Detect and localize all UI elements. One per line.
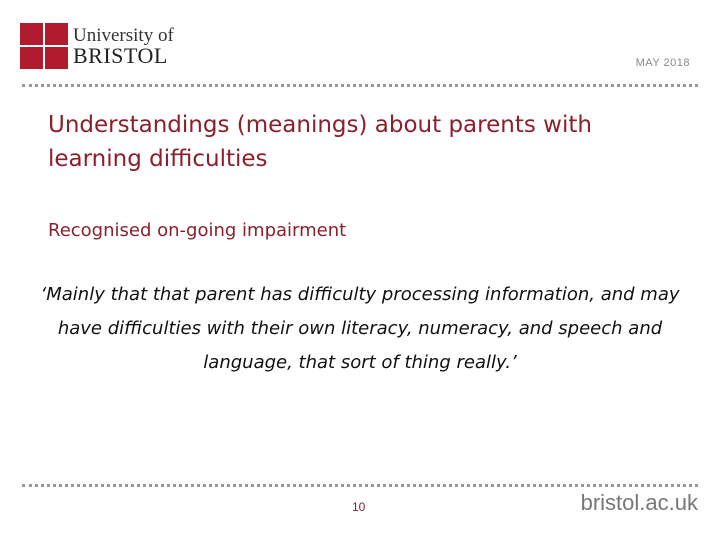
slide-subtitle: Recognised on-going impairment — [48, 220, 347, 241]
header-divider — [22, 84, 698, 87]
logo-line2: BRISTOL — [73, 42, 168, 68]
logo-line1: University of — [73, 24, 174, 46]
slide-quote: ‘Mainly that that parent has difficulty processing information, and may have difficulties with their own literacy, numeracy, and speech and language, that sort of thing really.’ — [40, 284, 680, 373]
slide-date: MAY 2018 — [635, 57, 690, 69]
footer-url: bristol.ac.uk — [580, 490, 698, 515]
logo-wordmark — [73, 26, 174, 67]
page-number: 10 — [352, 500, 366, 514]
slide-title: Understandings (meanings) about parents with learning difficulties — [48, 112, 592, 172]
footer-divider — [22, 484, 698, 487]
university-logo — [20, 22, 180, 70]
crest-icon — [20, 23, 68, 69]
